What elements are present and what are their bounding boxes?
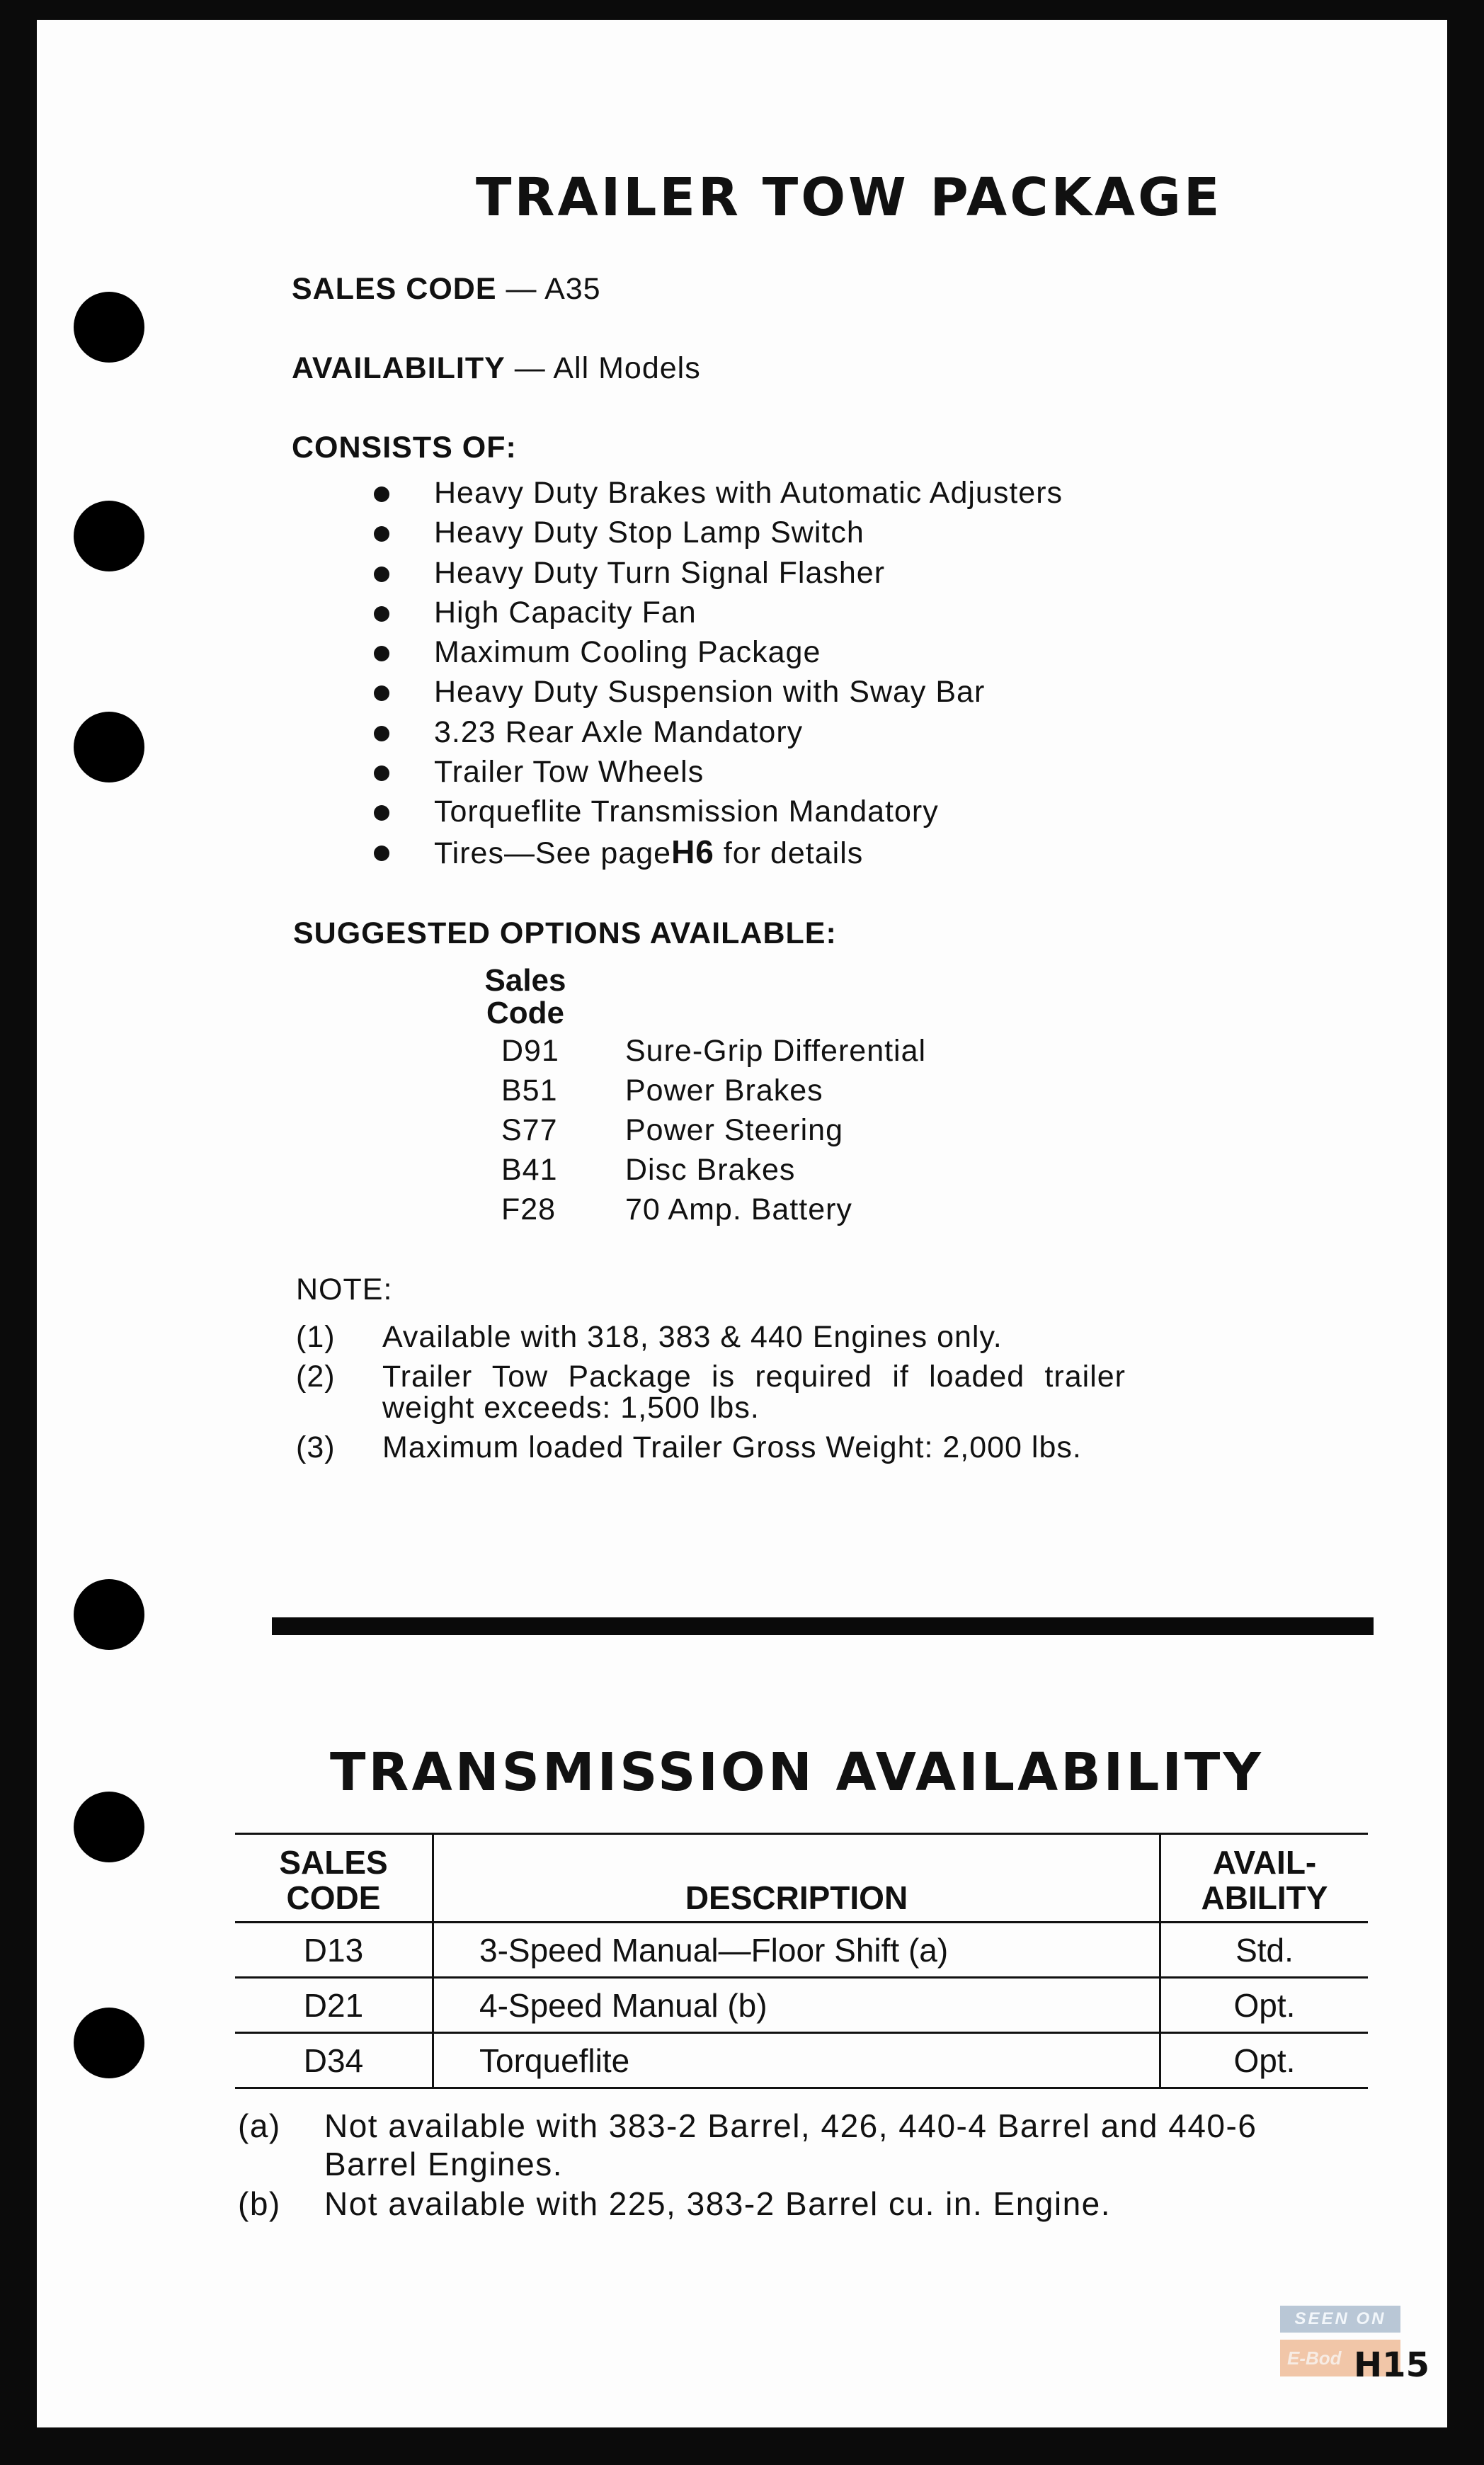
bullet-icon [374, 805, 389, 821]
transmission-table [235, 1833, 1368, 2089]
section-divider [272, 1617, 1374, 1635]
consists-label: CONSISTS OF: [292, 431, 517, 465]
trailer-title: TRAILER TOW PACKAGE [476, 167, 1223, 228]
list-item: High Capacity Fan [368, 593, 1063, 632]
footnote: (b) Not available with 225, 383-2 Barrel cu. in. Engine. [238, 2185, 1112, 2222]
options-header: Sales Code [484, 963, 566, 1030]
footnote: (a) Not available with 383-2 Barrel, 426, 440-4 Barrel and 440-6 Barrel Engines. [238, 2107, 1257, 2182]
availability-line [292, 351, 701, 386]
availability-value: — All Models [514, 351, 701, 385]
table-row: S77 Power Steering [501, 1112, 843, 1147]
sales-code-value: — A35 [506, 272, 601, 306]
bullet-icon [374, 726, 389, 741]
bullet-icon [374, 646, 389, 661]
col-description: DESCRIPTION [433, 1834, 1160, 1923]
bullet-icon [374, 606, 389, 622]
col-sales-code: SALES CODE [235, 1834, 433, 1923]
bullet-icon [374, 526, 389, 542]
list-item: Torqueflite Transmission Mandatory [368, 792, 1063, 831]
notes-label: NOTE: [296, 1273, 393, 1306]
list-item: Heavy Duty Suspension with Sway Bar [368, 672, 1063, 712]
binder-hole [74, 501, 144, 571]
bullet-icon [374, 567, 389, 582]
table-row: F28 70 Amp. Battery [501, 1192, 852, 1226]
page-number: H15 [1354, 2345, 1429, 2385]
tires-page-ref: H6 [671, 833, 714, 870]
table-row: D13 3-Speed Manual—Floor Shift (a) Std. [235, 1923, 1368, 1978]
table-row: B41 Disc Brakes [501, 1152, 796, 1187]
table-row: D91 Sure-Grip Differential [501, 1033, 927, 1068]
list-item: 3.23 Rear Axle Mandatory [368, 712, 1063, 752]
note-item: (2) Trailer Tow Package is required if loaded trailer weight exceeds: 1,500 lbs. [296, 1360, 1126, 1425]
availability-label: AVAILABILITY [292, 351, 506, 385]
sales-code-line [292, 272, 601, 307]
binder-hole [74, 1579, 144, 1650]
binder-hole [74, 292, 144, 363]
note-item: (3) Maximum loaded Trailer Gross Weight: 2,000 lbs. [296, 1430, 1082, 1464]
list-item: Trailer Tow Wheels [368, 752, 1063, 792]
list-item [368, 832, 1063, 872]
tires-item-text: Tires—See pageH6 for details [434, 833, 864, 870]
sales-code-label: SALES CODE [292, 272, 497, 306]
consists-list [368, 473, 1063, 872]
options-table [481, 1031, 926, 1229]
binder-hole [74, 712, 144, 782]
watermark-logo: SEEN ON E-Bod [1280, 2306, 1400, 2379]
table-row: D21 4-Speed Manual (b) Opt. [235, 1978, 1368, 2033]
table-header-row [235, 1834, 1368, 1923]
list-item: Maximum Cooling Package [368, 632, 1063, 672]
notes-section [296, 1273, 1182, 1471]
table-row: D34 Torqueflite Opt. [235, 2033, 1368, 2088]
options-label: SUGGESTED OPTIONS AVAILABLE: [293, 916, 837, 950]
bullet-icon [374, 765, 389, 781]
bullet-icon [374, 486, 389, 502]
binder-hole [74, 2008, 144, 2078]
table-row: B51 Power Brakes [501, 1073, 823, 1108]
list-item: Heavy Duty Stop Lamp Switch [368, 513, 1063, 552]
list-item: Heavy Duty Brakes with Automatic Adjusters [368, 473, 1063, 513]
col-availability: AVAIL- ABILITY [1160, 1834, 1369, 1923]
bullet-icon [374, 846, 389, 861]
transmission-footnotes [238, 2107, 1337, 2224]
transmission-title: TRANSMISSION AVAILABILITY [330, 1742, 1264, 1803]
binder-hole [74, 1792, 144, 1862]
list-item: Heavy Duty Turn Signal Flasher [368, 553, 1063, 593]
note-item: (1) Available with 318, 383 & 440 Engines only. [296, 1320, 1003, 1354]
bullet-icon [374, 685, 389, 701]
